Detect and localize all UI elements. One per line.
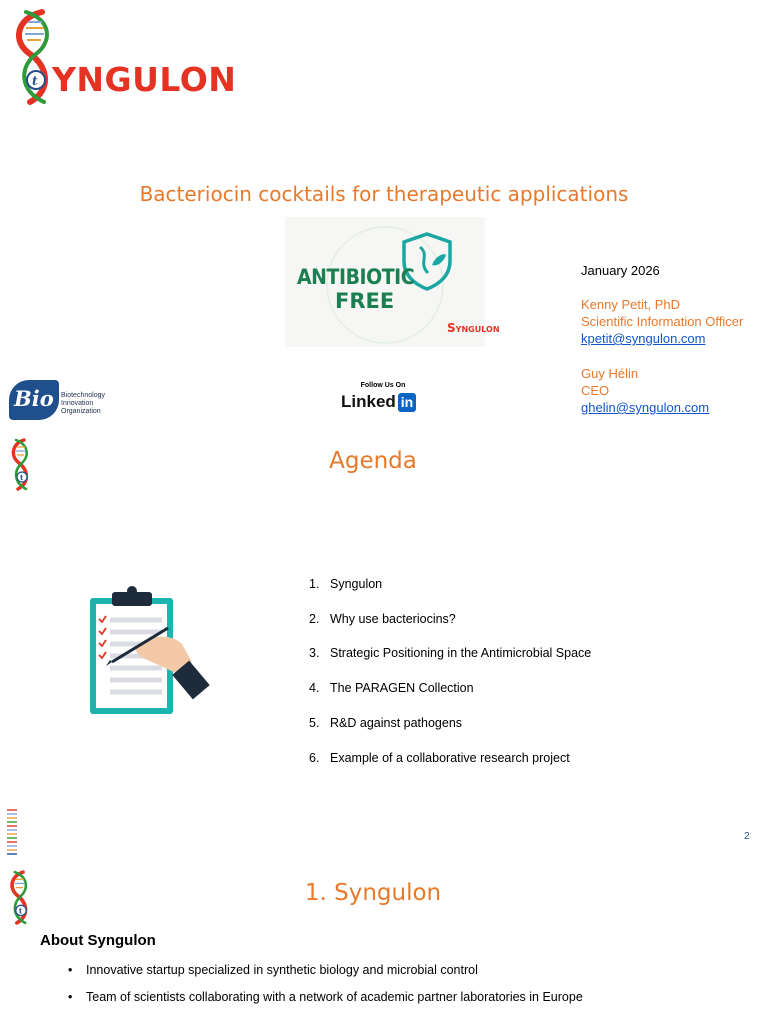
agenda-item-number: 1. — [309, 577, 320, 591]
dna-ladder-icon — [6, 808, 18, 856]
badge-line-1: ANTIBIOTIC — [297, 265, 415, 289]
linkedin-word: Linked — [341, 392, 396, 411]
agenda-item-text: Example of a collaborative research project — [330, 751, 570, 765]
contact-email-link[interactable]: ghelin@syngulon.com — [581, 400, 710, 415]
svg-text:t: t — [20, 473, 24, 482]
agenda-item-number: 5. — [309, 716, 320, 730]
agenda-item — [309, 646, 591, 660]
about-bullet-list — [68, 963, 748, 1013]
linkedin-logo — [341, 392, 431, 412]
contact-2 — [581, 365, 709, 416]
agenda-item-text: Strategic Positioning in the Antimicrobial Space — [330, 646, 592, 660]
bullet-item — [68, 990, 583, 1004]
badge-brand: YNGULON — [455, 325, 500, 334]
logo-wordmark: YNGULON — [52, 60, 237, 99]
section-heading: About Syngulon — [40, 932, 156, 949]
agenda-item — [309, 577, 382, 591]
bullet-text: Team of scientists collaborating with a network of academic partner laboratories in Europe — [86, 990, 583, 1004]
bio-line: Innovation — [61, 400, 94, 407]
linkedin-follow-text: Follow Us On — [360, 382, 406, 389]
agenda-item — [309, 681, 474, 695]
badge-mini-logo — [447, 319, 500, 337]
bio-org-name — [61, 392, 105, 416]
bullet-text: Innovative startup specialized in synthetic biology and microbial control — [86, 963, 478, 977]
bio-mark-text: Bio — [14, 386, 54, 411]
agenda-item-number: 6. — [309, 751, 320, 765]
agenda-item-text: Syngulon — [330, 577, 383, 591]
contact-email-link[interactable]: kpetit@syngulon.com — [581, 331, 706, 346]
contact-role: Scientific Information Officer — [581, 314, 744, 329]
antibiotic-free-badge — [285, 217, 500, 347]
agenda-item — [309, 716, 462, 730]
agenda-item-text: R&D against pathogens — [330, 716, 463, 730]
bullet-dot-icon: • — [68, 990, 73, 1004]
svg-text:t: t — [32, 74, 38, 88]
bio-line: Biotechnology — [61, 392, 105, 399]
contact-role: CEO — [581, 383, 610, 398]
bio-logo — [9, 378, 109, 422]
contact-name: Kenny Petit, PhD — [581, 297, 680, 312]
contact-name: Guy Hélin — [581, 366, 639, 381]
syngulon-logo — [8, 8, 237, 108]
contact-1 — [581, 296, 768, 347]
agenda-list — [309, 577, 749, 777]
section-title: 1. Syngulon — [304, 880, 442, 906]
agenda-item-text: The PARAGEN Collection — [330, 681, 474, 695]
agenda-item-text: Why use bacteriocins? — [330, 612, 456, 626]
agenda-item-number: 4. — [309, 681, 320, 695]
bio-mark — [9, 380, 59, 420]
linkedin-in-icon: in — [398, 393, 416, 412]
bullet-item — [68, 963, 478, 977]
agenda-item-number: 3. — [309, 646, 320, 660]
mini-s-icon: S — [447, 321, 456, 335]
bio-line: Organization — [61, 408, 101, 415]
agenda-item — [309, 751, 570, 765]
clipboard-checklist-icon — [82, 584, 212, 719]
linkedin-follow-badge[interactable] — [341, 382, 431, 418]
presentation-date: January 2026 — [581, 263, 660, 278]
badge-line-2: FREE — [335, 289, 395, 313]
presentation-title: Bacteriocin cocktails for therapeutic applications — [139, 182, 629, 206]
agenda-item — [309, 612, 456, 626]
bullet-dot-icon: • — [68, 963, 73, 977]
agenda-item-number: 2. — [309, 612, 320, 626]
agenda-title: Agenda — [329, 448, 417, 474]
svg-text:t: t — [18, 906, 23, 916]
page-number: 2 — [744, 831, 750, 842]
